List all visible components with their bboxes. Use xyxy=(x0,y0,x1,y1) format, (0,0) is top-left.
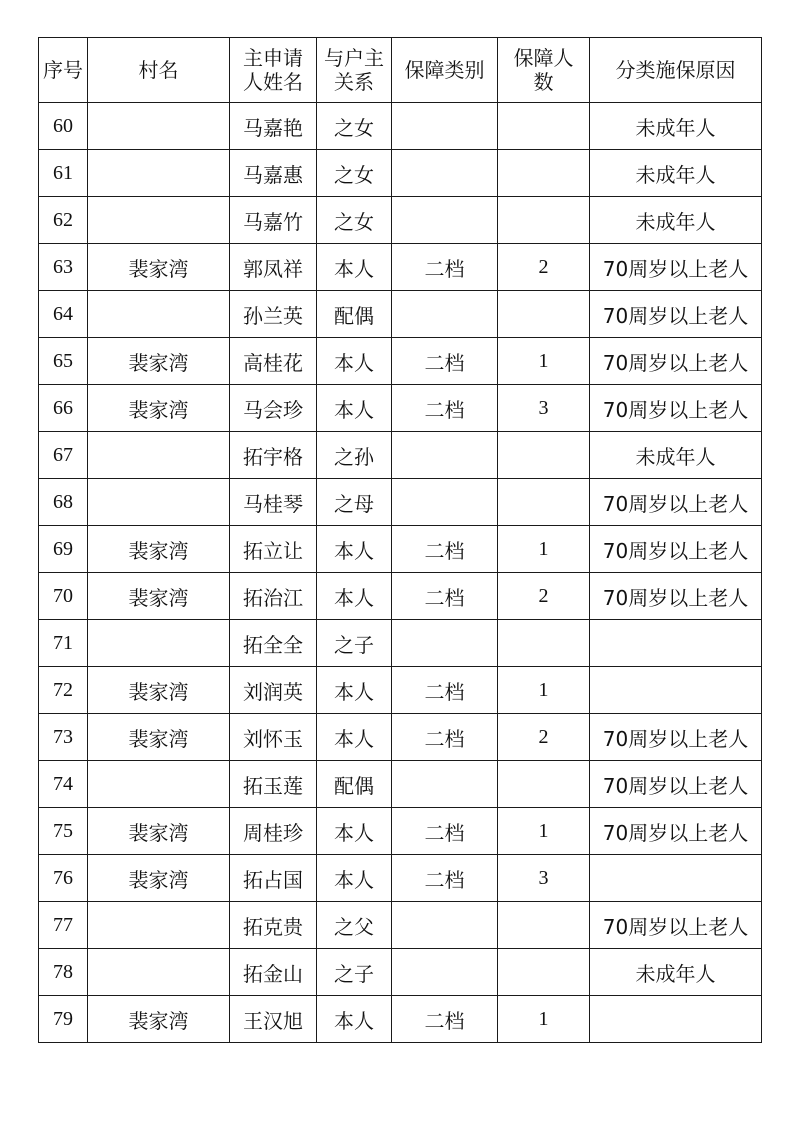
cell-seq: 79 xyxy=(39,996,88,1043)
cell-category xyxy=(392,432,498,479)
cell-applicant-name: 刘怀玉 xyxy=(230,714,317,761)
cell-village: 裴家湾 xyxy=(88,996,230,1043)
cell-seq: 68 xyxy=(39,479,88,526)
cell-village: 裴家湾 xyxy=(88,667,230,714)
cell-count: 1 xyxy=(498,996,590,1043)
cell-reason: 70周岁以上老人 xyxy=(590,385,762,432)
cell-relation: 之子 xyxy=(317,949,392,996)
cell-reason xyxy=(590,855,762,902)
cell-relation: 本人 xyxy=(317,996,392,1043)
cell-reason: 70周岁以上老人 xyxy=(590,808,762,855)
table-row xyxy=(39,620,762,667)
cell-relation: 本人 xyxy=(317,244,392,291)
cell-seq: 60 xyxy=(39,103,88,150)
cell-applicant-name: 王汉旭 xyxy=(230,996,317,1043)
cell-applicant-name: 马桂琴 xyxy=(230,479,317,526)
cell-village xyxy=(88,761,230,808)
cell-applicant-name: 马嘉惠 xyxy=(230,150,317,197)
cell-village: 裴家湾 xyxy=(88,385,230,432)
cell-seq: 70 xyxy=(39,573,88,620)
table-row xyxy=(39,855,762,902)
header-row xyxy=(39,38,762,103)
cell-village xyxy=(88,291,230,338)
cell-applicant-name: 拓占国 xyxy=(230,855,317,902)
header-relation: 与户主关系 xyxy=(317,38,392,103)
cell-reason: 70周岁以上老人 xyxy=(590,244,762,291)
cell-relation: 本人 xyxy=(317,667,392,714)
cell-relation: 配偶 xyxy=(317,291,392,338)
header-seq: 序号 xyxy=(39,38,88,103)
cell-seq: 74 xyxy=(39,761,88,808)
cell-applicant-name: 马嘉竹 xyxy=(230,197,317,244)
cell-village: 裴家湾 xyxy=(88,855,230,902)
table-row xyxy=(39,432,762,479)
cell-seq: 63 xyxy=(39,244,88,291)
table-row xyxy=(39,150,762,197)
cell-applicant-name: 周桂珍 xyxy=(230,808,317,855)
cell-count xyxy=(498,150,590,197)
cell-category: 二档 xyxy=(392,667,498,714)
header-village: 村名 xyxy=(88,38,230,103)
table-row xyxy=(39,479,762,526)
cell-relation: 之母 xyxy=(317,479,392,526)
cell-reason: 未成年人 xyxy=(590,197,762,244)
cell-count xyxy=(498,197,590,244)
cell-reason xyxy=(590,620,762,667)
cell-category xyxy=(392,150,498,197)
cell-count: 1 xyxy=(498,526,590,573)
header-reason: 分类施保原因 xyxy=(590,38,762,103)
cell-reason: 70周岁以上老人 xyxy=(590,573,762,620)
cell-count xyxy=(498,902,590,949)
cell-category xyxy=(392,949,498,996)
table-row xyxy=(39,338,762,385)
cell-category: 二档 xyxy=(392,808,498,855)
table-row xyxy=(39,103,762,150)
table-row xyxy=(39,291,762,338)
cell-reason: 70周岁以上老人 xyxy=(590,338,762,385)
cell-applicant-name: 孙兰英 xyxy=(230,291,317,338)
cell-village xyxy=(88,103,230,150)
cell-category: 二档 xyxy=(392,526,498,573)
cell-seq: 75 xyxy=(39,808,88,855)
cell-relation: 之父 xyxy=(317,902,392,949)
cell-seq: 66 xyxy=(39,385,88,432)
cell-village xyxy=(88,620,230,667)
cell-village: 裴家湾 xyxy=(88,338,230,385)
cell-reason: 70周岁以上老人 xyxy=(590,291,762,338)
cell-count xyxy=(498,761,590,808)
cell-category xyxy=(392,902,498,949)
table-row xyxy=(39,949,762,996)
cell-relation: 本人 xyxy=(317,385,392,432)
cell-applicant-name: 刘润英 xyxy=(230,667,317,714)
assistance-roster-table xyxy=(38,37,762,1043)
cell-reason xyxy=(590,996,762,1043)
cell-count: 3 xyxy=(498,385,590,432)
cell-seq: 67 xyxy=(39,432,88,479)
cell-reason: 70周岁以上老人 xyxy=(590,714,762,761)
cell-category xyxy=(392,761,498,808)
cell-village: 裴家湾 xyxy=(88,526,230,573)
cell-village xyxy=(88,949,230,996)
cell-applicant-name: 拓金山 xyxy=(230,949,317,996)
cell-relation: 本人 xyxy=(317,808,392,855)
table-row xyxy=(39,526,762,573)
cell-category: 二档 xyxy=(392,244,498,291)
table-row xyxy=(39,244,762,291)
header-applicant: 主申请人姓名 xyxy=(230,38,317,103)
cell-seq: 78 xyxy=(39,949,88,996)
header-count: 保障人数 xyxy=(498,38,590,103)
cell-reason: 未成年人 xyxy=(590,103,762,150)
cell-applicant-name: 郭凤祥 xyxy=(230,244,317,291)
cell-seq: 73 xyxy=(39,714,88,761)
cell-count xyxy=(498,432,590,479)
table-row xyxy=(39,761,762,808)
cell-reason: 未成年人 xyxy=(590,432,762,479)
cell-applicant-name: 马会珍 xyxy=(230,385,317,432)
table-row xyxy=(39,902,762,949)
table-row xyxy=(39,385,762,432)
cell-seq: 71 xyxy=(39,620,88,667)
cell-relation: 本人 xyxy=(317,855,392,902)
cell-reason: 未成年人 xyxy=(590,949,762,996)
cell-applicant-name: 马嘉艳 xyxy=(230,103,317,150)
cell-count: 2 xyxy=(498,714,590,761)
cell-seq: 62 xyxy=(39,197,88,244)
cell-applicant-name: 高桂花 xyxy=(230,338,317,385)
cell-reason: 70周岁以上老人 xyxy=(590,902,762,949)
cell-category xyxy=(392,291,498,338)
cell-count xyxy=(498,479,590,526)
cell-category xyxy=(392,103,498,150)
cell-applicant-name: 拓立让 xyxy=(230,526,317,573)
cell-seq: 77 xyxy=(39,902,88,949)
cell-applicant-name: 拓玉莲 xyxy=(230,761,317,808)
cell-relation: 配偶 xyxy=(317,761,392,808)
cell-category: 二档 xyxy=(392,855,498,902)
cell-category xyxy=(392,197,498,244)
cell-seq: 64 xyxy=(39,291,88,338)
cell-village xyxy=(88,150,230,197)
table-row xyxy=(39,808,762,855)
cell-count: 2 xyxy=(498,244,590,291)
cell-village xyxy=(88,432,230,479)
cell-count: 1 xyxy=(498,338,590,385)
cell-reason: 70周岁以上老人 xyxy=(590,526,762,573)
cell-count xyxy=(498,949,590,996)
cell-count xyxy=(498,103,590,150)
cell-category xyxy=(392,479,498,526)
cell-category: 二档 xyxy=(392,996,498,1043)
cell-relation: 本人 xyxy=(317,526,392,573)
cell-relation: 本人 xyxy=(317,714,392,761)
cell-relation: 本人 xyxy=(317,573,392,620)
cell-relation: 本人 xyxy=(317,338,392,385)
cell-seq: 65 xyxy=(39,338,88,385)
header-category: 保障类别 xyxy=(392,38,498,103)
cell-village xyxy=(88,479,230,526)
cell-village: 裴家湾 xyxy=(88,573,230,620)
cell-relation: 之女 xyxy=(317,197,392,244)
cell-reason: 70周岁以上老人 xyxy=(590,761,762,808)
roster-body xyxy=(39,103,762,1043)
table-row xyxy=(39,667,762,714)
cell-relation: 之女 xyxy=(317,150,392,197)
cell-village xyxy=(88,197,230,244)
cell-seq: 72 xyxy=(39,667,88,714)
cell-category: 二档 xyxy=(392,338,498,385)
cell-reason xyxy=(590,667,762,714)
table-row xyxy=(39,573,762,620)
cell-count: 3 xyxy=(498,855,590,902)
cell-reason: 未成年人 xyxy=(590,150,762,197)
cell-village: 裴家湾 xyxy=(88,244,230,291)
cell-village: 裴家湾 xyxy=(88,808,230,855)
cell-count xyxy=(498,291,590,338)
cell-seq: 61 xyxy=(39,150,88,197)
table-row xyxy=(39,996,762,1043)
cell-category: 二档 xyxy=(392,714,498,761)
cell-village: 裴家湾 xyxy=(88,714,230,761)
cell-category: 二档 xyxy=(392,385,498,432)
cell-count: 1 xyxy=(498,667,590,714)
cell-relation: 之女 xyxy=(317,103,392,150)
cell-count: 1 xyxy=(498,808,590,855)
cell-count: 2 xyxy=(498,573,590,620)
table-row xyxy=(39,714,762,761)
cell-category xyxy=(392,620,498,667)
cell-count xyxy=(498,620,590,667)
cell-category: 二档 xyxy=(392,573,498,620)
cell-applicant-name: 拓治江 xyxy=(230,573,317,620)
cell-seq: 76 xyxy=(39,855,88,902)
cell-reason: 70周岁以上老人 xyxy=(590,479,762,526)
table-row xyxy=(39,197,762,244)
cell-relation: 之子 xyxy=(317,620,392,667)
cell-relation: 之孙 xyxy=(317,432,392,479)
cell-village xyxy=(88,902,230,949)
cell-applicant-name: 拓克贵 xyxy=(230,902,317,949)
cell-applicant-name: 拓宇格 xyxy=(230,432,317,479)
cell-applicant-name: 拓全全 xyxy=(230,620,317,667)
cell-seq: 69 xyxy=(39,526,88,573)
